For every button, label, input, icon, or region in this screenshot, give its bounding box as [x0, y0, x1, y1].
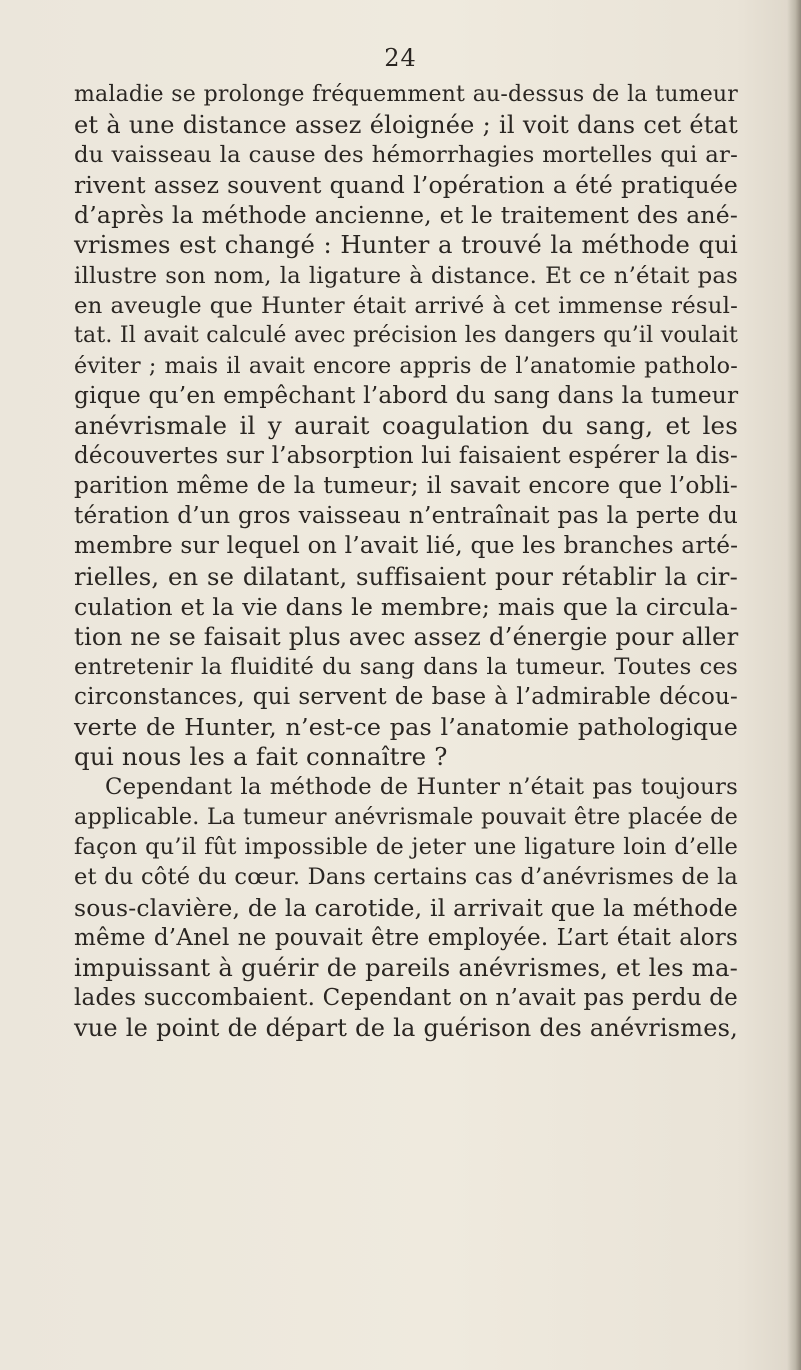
text-line: lades succombaient. Cependant on n’avait pas perdu de [74, 984, 738, 1011]
text-line: applicable. La tumeur anévrismale pouvait être placée de [74, 804, 738, 831]
text-line: et à une distance assez éloignée ; il voit dans cet état [74, 111, 738, 140]
text-line: gique qu’en empêchant l’abord du sang dans la tumeur [74, 381, 739, 409]
text-line: verte de Hunter, n’est-ce pas l’anatomie pathologique [74, 712, 738, 741]
text-line: façon qu’il fût impossible de jeter une ligature loin d’elle [74, 834, 738, 861]
text-line: anévrismale il y aurait coagulation du sang, et les [74, 411, 738, 441]
page-edge-shadow [787, 0, 801, 1370]
page-number: 24 [384, 44, 417, 72]
text-line: parition même de la tumeur; il savait encore que l’obli- [74, 472, 738, 500]
text-line: tération d’un gros vaisseau n’entraînait pas la perte du [74, 502, 738, 530]
text-line: maladie se prolonge fréquemment au-dessus de la tumeur [74, 82, 738, 107]
text-line: tat. Il avait calculé avec précision les dangers qu’il voulait [74, 322, 738, 348]
text-line: entretenir la fluidité du sang dans la tumeur. Toutes ces [74, 653, 738, 680]
text-line-paragraph-end: qui nous les a fait connaître ? [74, 742, 448, 772]
text-line-paragraph-start: Cependant la méthode de Hunter n’était pas toujours [105, 774, 738, 801]
text-line: illustre son nom, la ligature à distance. Et ce n’était pas [74, 262, 738, 289]
body-text [74, 80, 738, 1043]
text-line: éviter ; mais il avait encore appris de l’anatomie patholo- [74, 352, 738, 379]
text-line: en aveugle que Hunter était arrivé à cet immense résul- [74, 292, 738, 319]
text-line: sous-clavière, de la carotide, il arrivait que la méthode [74, 893, 738, 922]
text-line: du vaisseau la cause des hémorrhagies mortelles qui ar- [74, 142, 738, 169]
text-line: circonstances, qui servent de base à l’admirable décou- [74, 683, 738, 710]
text-line: et du côté du cœur. Dans certains cas d’anévrismes de la [74, 864, 738, 891]
text-line: découvertes sur l’absorption lui faisaient espérer la dis- [74, 443, 738, 470]
text-line: vue le point de départ de la guérison des anévrismes, [74, 1013, 738, 1042]
text-line: impuissant à guérir de pareils anévrismes, et les ma- [74, 952, 738, 982]
text-line: vrismes est changé : Hunter a trouvé la méthode qui [74, 230, 738, 260]
text-line: membre sur lequel on l’avait lié, que les branches arté- [74, 532, 739, 560]
text-line: culation et la vie dans le membre; mais que la circula- [74, 592, 738, 621]
text-line: d’après la méthode ancienne, et le traitement des ané- [74, 201, 738, 230]
text-line: rivent assez souvent quand l’opération a été pratiquée [74, 171, 738, 200]
text-line: tion ne se faisait plus avec assez d’énergie pour aller [74, 621, 739, 651]
text-line: rielles, en se dilatant, suffisaient pour rétablir la cir- [74, 561, 738, 591]
text-line: même d’Anel ne pouvait être employée. L’art était alors [74, 924, 738, 951]
